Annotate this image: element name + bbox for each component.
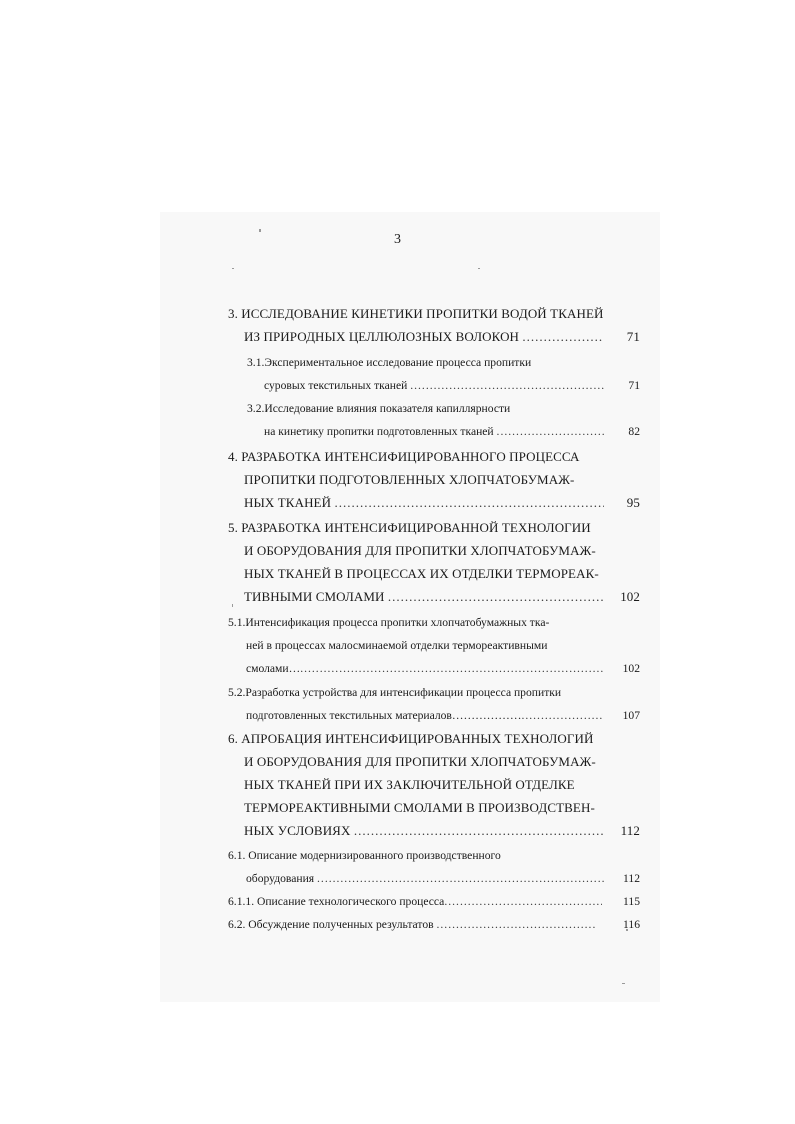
toc-leader-dots — [334, 491, 604, 514]
toc-page-number: 82 — [628, 425, 640, 438]
toc-page-number: 95 — [626, 495, 640, 510]
toc-leader-dots — [497, 420, 604, 443]
toc-entry-text: 6.1. Описание модернизированного производственного — [228, 849, 501, 862]
toc-entry-section-6-2[interactable] — [228, 913, 640, 936]
toc-leader-dots — [521, 704, 604, 727]
toc-entry-text: НЫХ УСЛОВИЯХ — [244, 823, 351, 838]
toc-leader-dots — [388, 585, 604, 608]
toc-page-number: 112 — [623, 872, 640, 885]
toc-leader-dots — [354, 819, 604, 842]
toc-entry-text: 3.1.Экспериментальное исследование процесса пропитки — [247, 356, 532, 369]
toc-entry-text: НЫХ ТКАНЕЙ — [244, 495, 332, 510]
page-number: 3 — [394, 232, 401, 247]
toc-leader-dots — [317, 867, 604, 890]
toc-entry-chapter-4[interactable] — [228, 445, 640, 514]
toc-page-number: 115 — [623, 895, 640, 908]
toc-entry-text: 3. ИССЛЕДОВАНИЕ КИНЕТИКИ ПРОПИТКИ ВОДОЙ ТКАНЕЙ — [228, 306, 604, 321]
table-of-contents — [228, 302, 640, 936]
toc-entry-section-5-1[interactable] — [228, 611, 640, 680]
toc-entry-text: 6.2. Обсуждение полученных результатов — [228, 918, 434, 931]
toc-entry-chapter-5[interactable] — [228, 516, 640, 608]
toc-entry-chapter-3[interactable] — [228, 302, 640, 348]
toc-entry-text: ПРОПИТКИ ПОДГОТОВЛЕННЫХ ХЛОПЧАТОБУМАЖ- — [244, 472, 575, 487]
toc-page-number: 102 — [622, 662, 640, 675]
toc-entry-text: 6.1.1. Описание технологического процесса — [228, 895, 445, 908]
toc-entry-section-3-1[interactable] — [228, 351, 640, 397]
toc-entry-chapter-6[interactable] — [228, 727, 640, 842]
toc-entry-text: НЫХ ТКАНЕЙ В ПРОЦЕССАХ ИХ ОТДЕЛКИ ТЕРМОРЕАК- — [244, 566, 599, 581]
toc-entry-text: 5. РАЗРАБОТКА ИНТЕНСИФИЦИРОВАННОЙ ТЕХНОЛОГИИ — [228, 520, 591, 535]
toc-entry-section-6-1[interactable] — [228, 844, 640, 890]
toc-entry-text: на кинетику пропитки подготовленных тканей — [264, 425, 494, 438]
toc-entry-text: подготовленных текстильных материалов……………… — [246, 709, 522, 722]
toc-entry-text: 5.1.Интенсификация процесса пропитки хлопчатобумажных тка- — [228, 616, 550, 629]
toc-page-number: 107 — [622, 709, 640, 722]
toc-entry-text: оборудования — [246, 872, 315, 885]
toc-page-number: 71 — [626, 329, 640, 344]
toc-leader-dots — [437, 913, 597, 936]
scan-speck — [478, 268, 480, 269]
toc-entry-section-3-2[interactable] — [228, 397, 640, 443]
toc-entry-text: И ОБОРУДОВАНИЯ ДЛЯ ПРОПИТКИ ХЛОПЧАТОБУМАЖ- — [244, 543, 596, 558]
toc-entry-section-5-2[interactable] — [228, 681, 640, 727]
toc-page-number: 102 — [620, 589, 640, 604]
toc-leader-dots — [410, 374, 604, 397]
toc-entry-text: ИЗ ПРИРОДНЫХ ЦЕЛЛЮЛОЗНЫХ ВОЛОКОН — [244, 329, 520, 344]
toc-page-number: 112 — [620, 823, 640, 838]
toc-entry-text: ТИВНЫМИ СМОЛАМИ — [244, 589, 385, 604]
toc-entry-section-6-1-1[interactable] — [228, 890, 640, 913]
toc-page-number: 71 — [628, 379, 640, 392]
toc-entry-text: ней в процессах малосминаемой отделки термореактивными — [246, 639, 548, 652]
scan-speck — [232, 268, 234, 269]
toc-page-number: 116 — [623, 918, 640, 931]
toc-entry-text: смолами… — [246, 662, 301, 675]
toc-entry-text: ТЕРМОРЕАКТИВНЫМИ СМОЛАМИ В ПРОИЗВОДСТВЕН- — [244, 800, 595, 815]
toc-entry-text: 5.2.Разработка устройства для интенсификации процесса пропитки — [228, 686, 562, 699]
toc-leader-dots — [444, 890, 602, 913]
toc-entry-text: НЫХ ТКАНЕЙ ПРИ ИХ ЗАКЛЮЧИТЕЛЬНОЙ ОТДЕЛКЕ — [244, 777, 575, 792]
toc-leader-dots — [522, 325, 604, 348]
toc-entry-text: 4. РАЗРАБОТКА ИНТЕНСИФИЦИРОВАННОГО ПРОЦЕССА — [228, 449, 580, 464]
toc-leader-dots — [300, 657, 604, 680]
toc-entry-text: суровых текстильных тканей — [264, 379, 408, 392]
toc-entry-text: 6. АПРОБАЦИЯ ИНТЕНСИФИЦИРОВАННЫХ ТЕХНОЛОГИЙ — [228, 731, 594, 746]
toc-entry-text: 3.2.Исследование влияния показателя капиллярности — [247, 402, 511, 415]
toc-entry-text: И ОБОРУДОВАНИЯ ДЛЯ ПРОПИТКИ ХЛОПЧАТОБУМАЖ- — [244, 754, 596, 769]
scan-speck — [622, 983, 625, 984]
